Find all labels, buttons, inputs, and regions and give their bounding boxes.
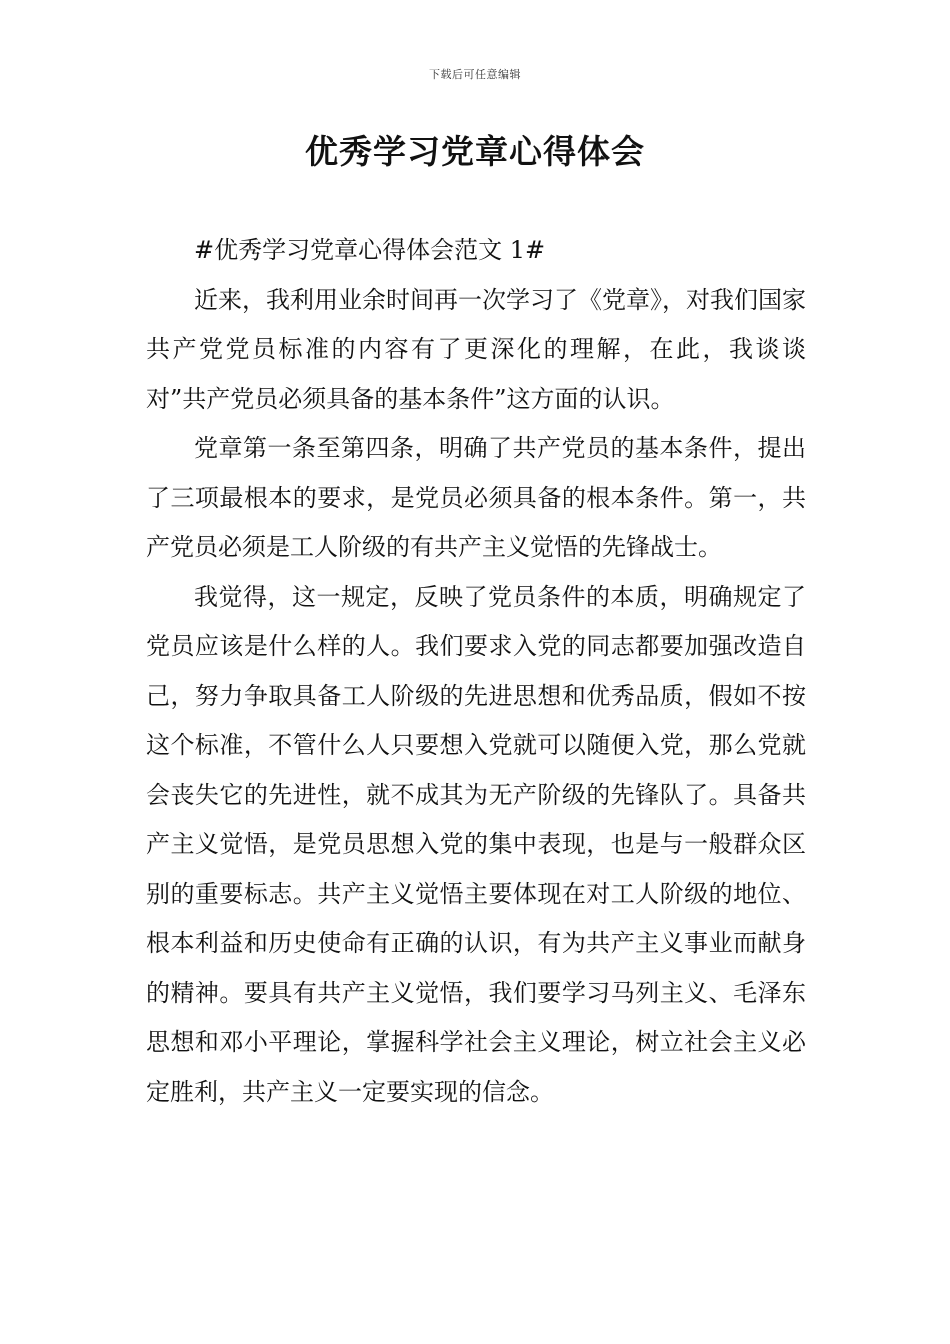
paragraph-1: 近来，我利用业余时间再一次学习了《党章》，对我们国家共产党党员标准的内容有了更深化的理解，在此，我谈谈对”共产党员必须具备的基本条件”这方面的认识。 (146, 285, 806, 413)
document-title: 优秀学习党章心得体会 (305, 132, 645, 171)
page-header-note: 下载后可任意编辑 (429, 68, 521, 81)
paragraph-3: 我觉得，这一规定，反映了党员条件的本质，明确规定了党员应该是什么样的人。我们要求入党的同志都要加强改造自己，努力争取具备工人阶级的先进思想和优秀品质，假如不按这个标准，不管什么人只要想入党就可以随便入党，那么党就会丧失它的先进性，就不成其为无产阶级的先锋队了。具备共产主义觉悟，是党员思想入党的集中表现，也是与一般群众区别的重要标志。共产主义觉悟主要体现在对工人阶级的地位、根本利益和历史使命有正确的认识，有为共产主义事业而献身的精神。要具有共产主义觉悟，我们要学习马列主义、毛泽东思想和邓小平理论，掌握科学社会主义理论，树立社会主义必定胜利，共产主义一定要实现的信念。 (146, 582, 806, 1106)
document-body (146, 226, 806, 1117)
section-heading: #优秀学习党章心得体会范文 1# (194, 236, 546, 264)
paragraph-2: 党章第一条至第四条，明确了共产党员的基本条件，提出了三项最根本的要求，是党员必须具备的根本条件。第一，共产党员必须是工人阶级的有共产主义觉悟的先锋战士。 (146, 434, 806, 561)
